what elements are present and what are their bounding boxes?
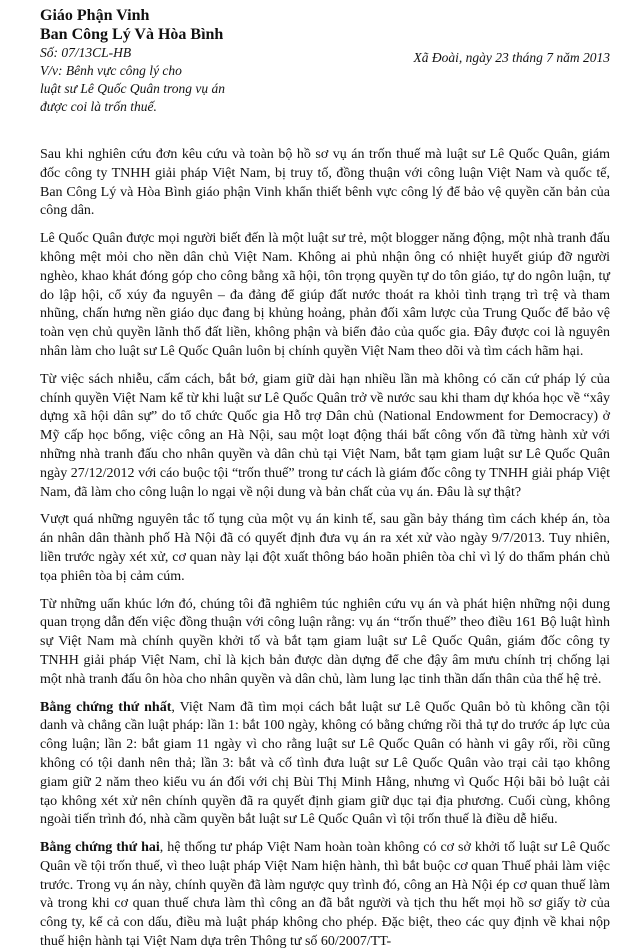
paragraph-text: , Việt Nam đã tìm mọi cách bắt luật sư Lê Quốc Quân bỏ tù không cần tội danh và chẳng cần luật pháp: lần 1: bắt 100 ngày, không có bằng chứng rồi thả tự do trước áp lực của công luận; lần 2: bắt giam 11 ngày vì cho rằng luật sư Lê Quốc Quân có hành vi gây rối, rồi cũng không có tội danh nên thả; lần 3: bắt và cố tình đưa luật sư Lê Quốc Quân vào trại cải tạo không giam giữ 2 năm theo kiểu vu án đối với chị Bùi Thị Minh Hằng, nhưng vì Quốc Hội bãi bỏ luật cải tạo không xét xử nên chính quyền đã ra quyết định giam giữ dục tại địa phương. Cuối cùng, không ngoài tiến trình đó, nhà cầm quyền bắt luật sư Lê Quốc Quân vì tội trốn thuế là điều dễ hiểu. <box>40 699 610 828</box>
evidence-one-paragraph <box>40 699 610 831</box>
evidence-two-heading: Bằng chứng thứ hai <box>40 840 160 856</box>
body-paragraph-3 <box>40 371 610 503</box>
paragraph-text: , hệ thống tư pháp Việt Nam hoàn toàn không có cơ sở khởi tố luật sư Lê Quốc Quân về tội trốn thuế, vì theo luật pháp Việt Nam hiện hành, thì bắt buộc cơ quan Thuế phải làm việc trước. Trong vụ án này, chính quyền đã làm ngược quy trình đó, công an Hà Nội ép cơ quan thuế làm và trong khi cơ quan thuế chưa làm thì công an đã bắt người và tịch thu hết mọi hồ sơ giấy tờ của công ty, kể cả con dấu, điều mà luật pháp không cho phép. Đặc biệt, theo các quy định về khai nộp thuế hiện hành tại Việt Nam dựa trên Thông tư số 60/2007/TT- <box>40 840 610 950</box>
letter-body <box>40 146 610 952</box>
evidence-one-heading: Bằng chứng thứ nhất <box>40 699 172 715</box>
paragraph-text: Từ những uẩn khúc lớn đó, chúng tôi đã nghiêm túc nghiên cứu vụ án và phát hiện những nội dung quan trọng dẫn đến việc đồng thuận với công luận rằng: vụ án “trốn thuế” theo điều 161 Bộ luật hình sự Việt Nam mà chính quyền khởi tố và bắt tạm giam luật sư Lê Quốc Quân, giám đốc công ty TNHH giải pháp Việt Nam, chỉ là kịch bản được dàn dựng để che đậy âm mưu chính trị chống lại một nhà tranh đấu ôn hòa cho nhân quyền và dân chủ, làm lung lạc tinh thần dấn thân của thế hệ trẻ. <box>40 596 610 687</box>
paragraph-text: Lê Quốc Quân được mọi người biết đến là một luật sư trẻ, một blogger năng động, một nhà tranh đấu không mệt mỏi cho nền dân chủ Việt Nam. Không ai phủ nhận ông có nhiệt huyết giúp đỡ người nghèo, khao khát đóng góp cho công bằng xã hội, tôn trọng quyền tự do tôn giáo, tự do ngôn luận, tự do lập hội, cổ xúy đa nguyên – đa đảng để giúp đất nước thoát ra khỏi tình trạng trì trệ và tham nhũng, chấn hưng nền giáo dục đang bị khủng hoảng, phản đối xâm lược của Trung Quốc để bảo vệ toàn vẹn chủ quyền lãnh thổ đất liền, không phận và biển đảo của quốc gia. Đây được coi là nguyên nhân làm cho luật sư Lê Quốc Quân luôn bị chính quyền Việt Nam theo dõi và tìm cách hãm hại. <box>40 231 610 359</box>
subject-line-2: luật sư Lê Quốc Quân trong vụ án <box>40 81 225 96</box>
body-paragraph-5 <box>40 596 610 690</box>
paragraph-text: Từ việc sách nhiễu, cấm cách, bắt bớ, giam giữ dài hạn nhiều lần mà không có căn cứ pháp lý của chính quyền Việt Nam kể từ khi luật sư Lê Quốc Quân trở về nước sau khi tham dự khóa học về “xây dựng xã hội dân sự” do tổ chức Quốc gia Hỗ trợ Dân chủ (National Endowment for Democracy) ở Mỹ cấp học bổng, việc công an Hà Nội, sau một loạt động thái bất công vốn đã từng hành xử với những nhà tranh đấu cho nhân quyền và dân chủ tại Việt Nam, bắt tạm giam luật sư Lê Quốc Quân ngày 27/12/2012 với cáo buộc tội “trốn thuế” trong tư cách là giám đốc công ty TNHH giải pháp Việt Nam, đã làm cho công luận lo ngại về nội dung và bản chất của vụ án. Đâu là sự thật? <box>40 371 610 500</box>
document-date: Xã Đoài, ngày 23 tháng 7 năm 2013 <box>413 50 610 65</box>
body-paragraph-2 <box>40 230 610 362</box>
body-paragraph-4 <box>40 511 610 586</box>
paragraph-text: Vượt quá những nguyên tắc tố tụng của một vụ án kinh tế, sau gần bảy tháng tìm cách khép án, tòa án nhân dân thành phố Hà Nội đã có quyết định đưa vụ án ra xét xử vào ngày 9/7/2013. Tuy nhiên, liền trước ngày xét xử, cơ quan này lại đột xuất thông báo hoãn phiên tòa chỉ vì lý do thẩm phán chủ tọa phiên tòa bị cảm cúm. <box>40 512 610 584</box>
body-paragraph-1 <box>40 146 610 221</box>
letter-header <box>40 6 610 118</box>
paragraph-text: Sau khi nghiên cứu đơn kêu cứu và toàn bộ hồ sơ vụ án trốn thuế mà luật sư Lê Quốc Quân, giám đốc công ty TNHH giải pháp Việt Nam, bị truy tố, đồng thuận với công luận Việt Nam và quốc tế, Ban Công Lý và Hòa Bình giáo phận Vinh khẩn thiết bênh vực công lý để bảo vệ quyền căn bản của công dân. <box>40 147 610 219</box>
committee-name: Ban Công Lý Và Hòa Bình <box>40 26 224 43</box>
evidence-two-paragraph <box>40 839 610 952</box>
document-number: Số: 07/13CL-HB <box>40 45 132 60</box>
subject-line-1: V/v: Bênh vực công lý cho <box>40 63 182 78</box>
subject-line-3: được coi là trốn thuế. <box>40 99 157 114</box>
diocese-name: Giáo Phận Vinh <box>40 7 150 24</box>
